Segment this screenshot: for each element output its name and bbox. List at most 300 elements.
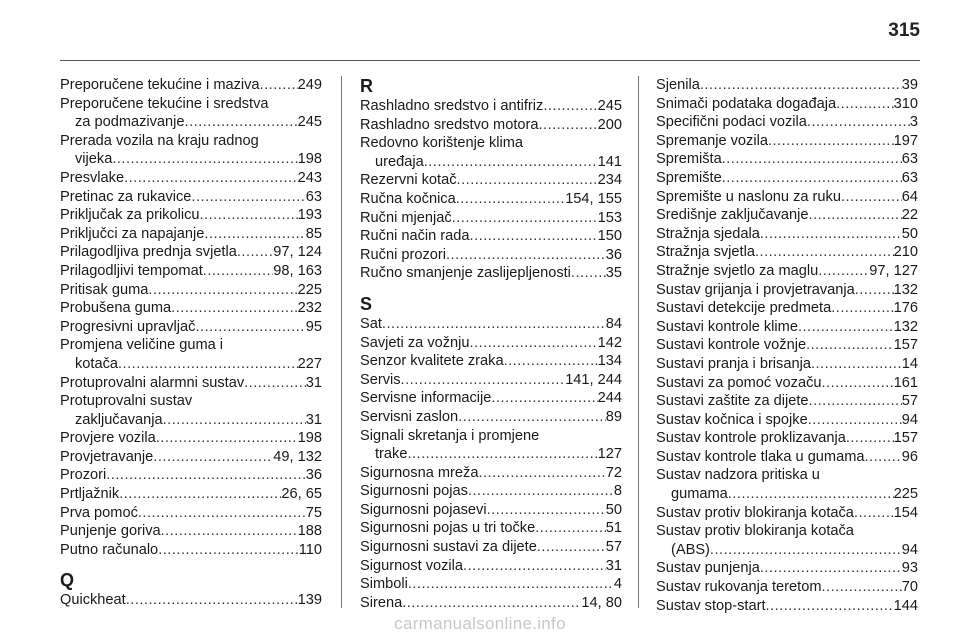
- index-entry-page: 157: [893, 430, 918, 447]
- index-entry: [360, 97, 622, 116]
- index-entry-page: 31: [605, 557, 622, 574]
- index-entry: [656, 76, 918, 95]
- index-entry-term: Sigurnosni pojas u tri točke: [360, 520, 536, 537]
- index-entry-page: 96: [901, 448, 918, 465]
- index-entry: [60, 374, 322, 393]
- index-entry-term: zaključavanja: [75, 411, 163, 428]
- index-entry-term: Sigurnost vozila: [360, 557, 464, 574]
- index-entry: [60, 281, 322, 300]
- index-entry-page: 210: [893, 244, 918, 261]
- index-entry-term: Priključak za prikolicu: [60, 207, 200, 224]
- index-entry-page: 70: [901, 579, 918, 596]
- dot-leader: [204, 225, 305, 244]
- dot-leader: [456, 190, 565, 209]
- index-entry-page: 26, 65: [281, 486, 322, 503]
- index-entry-page: 193: [297, 207, 322, 224]
- index-entry: [360, 557, 622, 576]
- index-entry: [60, 485, 322, 504]
- index-entry: [60, 541, 322, 560]
- index-column-1: [60, 76, 322, 610]
- dot-leader: [244, 374, 306, 393]
- index-entry-page: 110: [298, 541, 322, 558]
- dot-leader: [755, 243, 894, 262]
- index-entry-page: 97, 124: [273, 244, 322, 261]
- index-entry-term: Sustavi pranja i brisanja: [656, 355, 811, 372]
- index-entry-term: Ručni prozori: [360, 246, 446, 263]
- index-entry-term: Prilagodljivi tempomat: [60, 262, 203, 279]
- index-entry-term: Sustavi detekcije predmeta: [656, 300, 832, 317]
- index-entry: [656, 281, 918, 300]
- index-entry: [360, 116, 622, 135]
- index-entry: [360, 352, 622, 371]
- index-entry-term: Sustav kontrole tlaka u gumama: [656, 448, 865, 465]
- dot-leader: [846, 429, 894, 448]
- index-entry-page: 31: [305, 411, 322, 428]
- index-entry-term: Progresivni upravljač: [60, 318, 196, 335]
- index-column-2: [360, 76, 622, 612]
- index-entry-term: Provjere vozila: [60, 430, 156, 447]
- dot-leader: [106, 466, 306, 485]
- index-entry-term: Sigurnosni sustavi za dijete: [360, 539, 537, 556]
- index-entry-term: Pretinac za rukavice: [60, 188, 192, 205]
- index-entry: [656, 169, 918, 188]
- index-entry-term: Sustavi zaštite za dijete: [656, 393, 809, 410]
- index-entry-page: 35: [605, 265, 622, 282]
- index-entry-page: 93: [901, 560, 918, 577]
- index-entry-term: Servisni zaslon: [360, 408, 459, 425]
- index-entry-page: 227: [297, 355, 322, 372]
- index-entry: [656, 225, 918, 244]
- index-entry: [60, 225, 322, 244]
- index-entry: [656, 95, 918, 114]
- dot-leader: [864, 448, 901, 467]
- dot-leader: [112, 150, 297, 169]
- index-entry-page: 72: [605, 464, 622, 481]
- dot-leader: [700, 76, 902, 95]
- section-letter-heading: S: [360, 293, 373, 314]
- dot-leader: [821, 374, 893, 393]
- index-entry-term: Sustav protiv blokiranja kotača: [656, 504, 854, 521]
- index-entry-page: 50: [605, 501, 622, 518]
- dot-leader: [470, 334, 598, 353]
- dot-leader: [806, 336, 894, 355]
- index-entry-term: Prozori: [60, 467, 107, 484]
- index-entry: [60, 522, 322, 541]
- index-entry-page: 198: [297, 430, 322, 447]
- index-entry-term: Snimači podataka događaja: [656, 95, 837, 112]
- dot-leader: [463, 557, 606, 576]
- index-entry-page: 98, 163: [273, 262, 322, 279]
- index-entry: [656, 429, 918, 448]
- dot-leader: [818, 262, 869, 281]
- dot-leader: [478, 464, 605, 483]
- index-entry: [360, 445, 622, 464]
- index-entry-page: 225: [893, 486, 918, 503]
- dot-leader: [760, 559, 902, 578]
- dot-leader: [408, 575, 614, 594]
- index-entry: [656, 578, 918, 597]
- dot-leader: [487, 501, 606, 520]
- dot-leader: [148, 281, 297, 300]
- index-entry: [360, 246, 622, 265]
- dot-leader: [203, 262, 274, 281]
- index-entry-page: 132: [893, 318, 918, 335]
- dot-leader: [402, 594, 581, 613]
- dot-leader: [237, 243, 273, 262]
- index-entry-page: 200: [597, 116, 622, 133]
- index-entry-page: 245: [597, 98, 622, 114]
- index-entry: [360, 575, 622, 594]
- index-entry-term: Ručna kočnica: [360, 190, 456, 207]
- index-entry-page: 153: [597, 209, 622, 226]
- index-entry: [360, 334, 622, 353]
- dot-leader: [382, 315, 606, 334]
- index-entry: [360, 171, 622, 190]
- index-entry-page: 176: [893, 300, 918, 317]
- index-entry: [656, 541, 918, 560]
- index-entry-term: vijeka: [75, 151, 113, 168]
- index-entry-term: Prva pomoć: [60, 504, 138, 521]
- index-entry-term: Sustav punjenja: [656, 560, 760, 577]
- index-entry: [656, 150, 918, 169]
- dot-leader: [808, 411, 902, 430]
- index-entry: [60, 429, 322, 448]
- index-entry-term: Sustav nadzora pritiska u: [656, 467, 820, 484]
- dot-leader: [260, 76, 298, 95]
- index-entry: [60, 150, 322, 169]
- dot-leader: [126, 591, 298, 610]
- index-entry: [60, 466, 322, 485]
- index-entry-term: Provjetravanje: [60, 448, 154, 465]
- index-entry-page: 63: [305, 188, 322, 205]
- index-entry: [60, 113, 322, 132]
- index-entry-page: 84: [605, 315, 622, 332]
- index-entry: [656, 448, 918, 467]
- index-entry: [360, 482, 622, 501]
- index-entry: [360, 501, 622, 520]
- index-entry-term: Spremanje vozila: [656, 132, 768, 149]
- dot-leader: [571, 264, 606, 283]
- index-entry-page: 85: [305, 225, 322, 242]
- index-entry-term: Signali skretanja i promjene: [360, 427, 540, 444]
- index-entry-term: Sustav grijanja i provjetravanja: [656, 281, 855, 298]
- index-entry: [60, 262, 322, 281]
- index-entry-page: 97, 127: [869, 262, 918, 279]
- index-entry-term: Presvlake: [60, 169, 125, 186]
- dot-leader: [811, 355, 902, 374]
- index-entry-term: Prilagodljiva prednja svjetla: [60, 244, 237, 261]
- index-entry: [360, 594, 622, 613]
- index-entry-page: 8: [613, 483, 622, 500]
- index-entry-page: 243: [297, 169, 322, 186]
- index-entry: [360, 464, 622, 483]
- index-entry-page: 64: [901, 188, 918, 205]
- dot-leader: [470, 227, 598, 246]
- index-entry-term: Preporučene tekućine i sredstva: [60, 95, 269, 112]
- index-entry: [656, 299, 918, 318]
- index-entry: [360, 264, 622, 283]
- dot-leader: [855, 281, 894, 300]
- index-entry-page: 198: [297, 151, 322, 168]
- dot-leader: [504, 352, 598, 371]
- index-entry-term: Simboli: [360, 576, 408, 593]
- index-entry-term: Sustav stop-start: [656, 597, 766, 614]
- index-entry: [656, 504, 918, 523]
- dot-leader: [543, 97, 597, 116]
- index-entry-page: 14: [901, 355, 918, 372]
- dot-leader: [446, 246, 606, 265]
- index-entry-term: gumama: [671, 486, 728, 503]
- dot-leader: [854, 504, 894, 523]
- index-entry-page: 36: [605, 246, 622, 263]
- index-entry-term: Sigurnosni pojas: [360, 483, 468, 500]
- index-entry: [656, 318, 918, 337]
- index-entry-page: 134: [597, 353, 622, 370]
- dot-leader: [722, 150, 902, 169]
- dot-leader: [836, 95, 894, 114]
- index-entry-term: Specifični podaci vozila: [656, 114, 807, 131]
- index-entry-term: Sigurnosna mreža: [360, 464, 479, 481]
- index-column-3: [656, 76, 918, 615]
- index-entry-page: 127: [597, 446, 622, 463]
- index-entry-term: Savjeti za vožnju: [360, 334, 470, 351]
- index-entry-term: Promjena veličine guma i: [60, 337, 224, 354]
- index-entry-term: Priključci za napajanje: [60, 225, 205, 242]
- header-rule: [60, 60, 920, 61]
- index-entry-page: 234: [597, 172, 622, 189]
- index-entry: [60, 188, 322, 207]
- index-entry: [360, 519, 622, 538]
- index-entry-page: 36: [305, 467, 322, 484]
- index-entry-term: Senzor kvalitete zraka: [360, 353, 504, 370]
- index-entry-page: 75: [305, 504, 322, 521]
- index-entry-term: Servisne informacije: [360, 390, 492, 407]
- dot-leader: [831, 299, 893, 318]
- dot-leader: [158, 541, 299, 560]
- index-entry: [60, 411, 322, 430]
- index-entry-page: 161: [893, 374, 918, 391]
- index-entry-term: Protuprovalni alarmni sustav: [60, 374, 245, 391]
- index-entry-term: Spremišta: [656, 151, 722, 168]
- index-entry-page: 39: [901, 77, 918, 93]
- dot-leader: [452, 209, 598, 228]
- dot-leader: [457, 171, 598, 190]
- dot-leader: [809, 206, 902, 225]
- index-entry: [60, 299, 322, 318]
- index-entry-page: 51: [605, 520, 622, 537]
- index-entry-term: Spremište u naslonu za ruku: [656, 188, 841, 205]
- dot-leader: [760, 225, 902, 244]
- section-letter-heading: R: [360, 76, 373, 96]
- index-entry: [360, 538, 622, 557]
- index-entry: [60, 76, 322, 95]
- dot-leader: [728, 485, 894, 504]
- index-entry-page: 94: [901, 541, 918, 558]
- index-entry-term: Preporučene tekućine i maziva: [60, 77, 260, 93]
- index-entry: [656, 132, 918, 151]
- watermark: carmanualsonline.info: [394, 614, 566, 633]
- index-entry-page: 144: [893, 597, 918, 614]
- index-entry-term: Sustav rukovanja teretom: [656, 579, 822, 596]
- index-entry-term: Sjenila: [656, 77, 700, 93]
- index-entry: [656, 113, 918, 132]
- index-entry: [60, 504, 322, 523]
- index-entry-page: 197: [893, 132, 918, 149]
- index-entry-term: Rashladno sredstvo motora: [360, 116, 539, 133]
- index-entry: [656, 411, 918, 430]
- dot-leader: [798, 318, 894, 337]
- dot-leader: [458, 408, 606, 427]
- index-entry: [360, 153, 622, 172]
- index-entry-term: Sigurnosni pojasevi: [360, 501, 487, 518]
- index-entry: [656, 355, 918, 374]
- index-entry-term: Punjenje goriva: [60, 523, 161, 540]
- index-entry-page: 57: [901, 393, 918, 410]
- index-entry: [656, 559, 918, 578]
- index-entry-page: 49, 132: [273, 448, 322, 465]
- index-entry: [60, 448, 322, 467]
- index-entry-term: Ručni način rada: [360, 228, 470, 245]
- index-entry-term: Ručni mjenjač: [360, 209, 452, 226]
- dot-leader: [156, 429, 298, 448]
- index-entry-term: Stražnja sjedala: [656, 225, 760, 242]
- dot-leader: [491, 389, 597, 408]
- dot-leader: [191, 188, 305, 207]
- index-entry-page: 63: [901, 151, 918, 168]
- index-entry-term: Rezervni kotač: [360, 172, 457, 189]
- index-entry-page: 31: [305, 374, 322, 391]
- index-entry-page: 89: [605, 408, 622, 425]
- index-entry-term: Sustav kontrole proklizavanja: [656, 430, 846, 447]
- index-entry-term: Putno računalo: [60, 541, 159, 558]
- index-entry: [60, 355, 322, 374]
- index-entry-term: Pritisak guma: [60, 281, 149, 298]
- section-letter-heading: Q: [60, 570, 75, 591]
- index-entry-page: 225: [297, 281, 322, 298]
- index-entry: [360, 190, 622, 209]
- index-entry-term: Prtljažnik: [60, 486, 120, 503]
- index-entry-page: 141: [597, 153, 622, 170]
- index-entry-page: 95: [305, 318, 322, 335]
- index-entry-page: 157: [893, 337, 918, 354]
- dot-leader: [171, 299, 297, 318]
- index-entry: [656, 374, 918, 393]
- index-entry-term: Spremište: [656, 169, 722, 186]
- dot-leader: [138, 504, 306, 523]
- index-entry-page: 150: [597, 228, 622, 245]
- index-entry-page: 57: [605, 539, 622, 556]
- index-entry: [656, 597, 918, 616]
- index-entry-term: Sustav protiv blokiranja kotača: [656, 523, 854, 540]
- dot-leader: [424, 153, 598, 172]
- index-entry: [60, 591, 322, 610]
- index-entry: [360, 227, 622, 246]
- index-entry-term: Ručno smanjenje zaslijepljenosti: [360, 265, 571, 282]
- index-entry-term: Stražnja svjetla: [656, 244, 755, 261]
- index-entry-term: Sirena: [360, 594, 403, 611]
- index-entry: [60, 206, 322, 225]
- index-entry-term: Quickheat: [60, 592, 126, 609]
- dot-leader: [153, 448, 273, 467]
- dot-leader: [766, 597, 894, 616]
- index-entry: [656, 206, 918, 225]
- index-entry-page: 14, 80: [581, 594, 622, 611]
- index-entry-term: Sustavi za pomoć vozaču: [656, 374, 822, 391]
- index-entry-page: 154, 155: [565, 190, 622, 207]
- dot-leader: [118, 355, 298, 374]
- index-entry-term: uređaja: [375, 153, 424, 170]
- index-entry-page: 50: [901, 225, 918, 242]
- index-entry: [360, 209, 622, 228]
- index-entry: [656, 262, 918, 281]
- index-entry-page: 22: [901, 207, 918, 224]
- dot-leader: [768, 132, 894, 151]
- index-entry: [60, 169, 322, 188]
- index-entry-page: 245: [297, 114, 322, 131]
- index-entry-page: 63: [901, 169, 918, 186]
- dot-leader: [535, 519, 606, 538]
- index-entry-page: 154: [893, 504, 918, 521]
- dot-leader: [161, 522, 298, 541]
- index-entry-term: Sustavi kontrole klime: [656, 318, 798, 335]
- dot-leader: [809, 392, 902, 411]
- index-entry-page: 132: [893, 281, 918, 298]
- index-entry-page: 310: [893, 95, 918, 112]
- dot-leader: [401, 371, 566, 390]
- index-entry-page: 188: [297, 523, 322, 540]
- dot-leader: [821, 578, 901, 597]
- dot-leader: [195, 318, 305, 337]
- dot-leader: [807, 113, 910, 132]
- index-entry-term: Prerada vozila na kraju radnog: [60, 132, 259, 149]
- dot-leader: [124, 169, 298, 188]
- dot-leader: [841, 188, 902, 207]
- index-entry-page: 141, 244: [565, 371, 622, 388]
- index-entry-page: 139: [297, 592, 322, 609]
- dot-leader: [407, 445, 597, 464]
- index-entry: [656, 485, 918, 504]
- index-entry-page: 94: [901, 411, 918, 428]
- dot-leader: [163, 411, 306, 430]
- index-entry-page: 3: [909, 114, 918, 131]
- index-entry-term: trake: [375, 446, 408, 463]
- index-entry: [360, 389, 622, 408]
- index-entry-page: 244: [597, 390, 622, 407]
- index-entry-term: za podmazivanje: [75, 114, 185, 131]
- index-entry-page: 249: [297, 77, 322, 93]
- index-entry: [656, 336, 918, 355]
- dot-leader: [119, 485, 281, 504]
- index-entry-term: Stražnje svjetlo za maglu: [656, 262, 819, 279]
- index-entry-term: Sustavi kontrole vožnje: [656, 337, 807, 354]
- index-entry-term: Probušena guma: [60, 300, 172, 317]
- index-entry-page: 142: [597, 334, 622, 351]
- dot-leader: [468, 482, 614, 501]
- index-entry: [60, 318, 322, 337]
- dot-leader: [537, 538, 606, 557]
- column-divider: [341, 76, 342, 608]
- index-entry-term: (ABS): [671, 541, 710, 558]
- index-entry: [656, 243, 918, 262]
- dot-leader: [722, 169, 902, 188]
- index-entry: [360, 315, 622, 334]
- index-entry-term: Rashladno sredstvo i antifriz: [360, 98, 544, 114]
- index-entry: [360, 371, 622, 390]
- index-entry-term: Servis: [360, 371, 401, 388]
- page-number: 315: [888, 20, 920, 41]
- index-entry-term: Središnje zaključavanje: [656, 207, 809, 224]
- column-divider: [638, 76, 639, 608]
